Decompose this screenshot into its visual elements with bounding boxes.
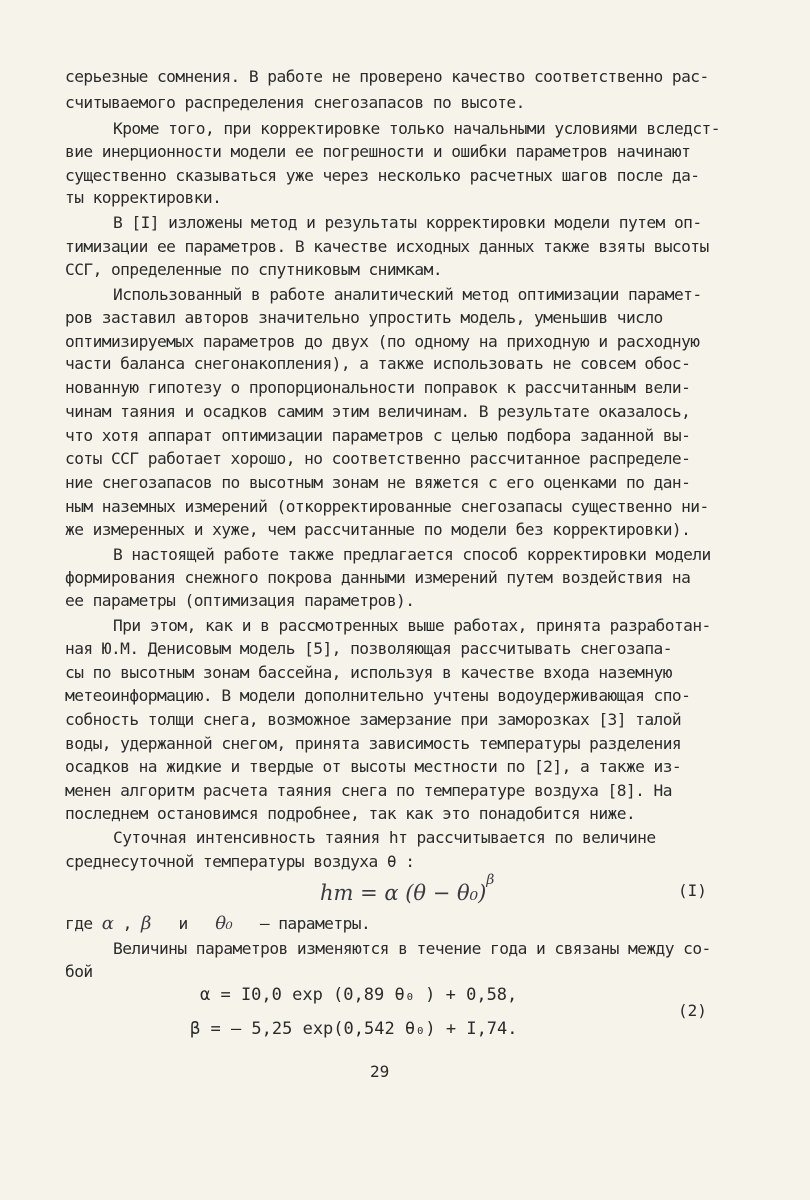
text-line: среднесуточной температуры воздуха θ : xyxy=(65,852,415,871)
formula-1-body: hт = α (θ − θ₀) xyxy=(320,881,487,905)
text-line: оптимизируемых параметров до двух (по одному на приходную и расходную xyxy=(65,332,700,351)
text-line: ты корректировки. xyxy=(65,188,222,207)
alpha-symbol: α xyxy=(101,913,114,934)
text-line: воды, удержанной снегом, принята зависимость температуры разделения xyxy=(65,734,682,753)
text-line: осадков на жидкие и твердые от высоты местности по [2], а также из- xyxy=(65,757,682,776)
text-line: метеоинформацию. В модели дополнительно учтены водоудерживающая спо- xyxy=(65,686,691,705)
text-line: формирования снежного покрова данными измерений путем воздействия на xyxy=(65,568,691,587)
text-line: При этом, как и в рассмотренных выше работах, принята разработан- xyxy=(113,616,711,635)
equation-number-2: (2) xyxy=(678,1001,707,1020)
text-line: ние снегозапасов по высотным зонам не вяжется с его оценками по дан- xyxy=(65,473,691,492)
text-line: сы по высотным зонам бассейна, используя в качестве входа наземную xyxy=(65,663,672,682)
beta-symbol: β xyxy=(141,913,151,934)
text-line: Использованный в работе аналитический метод оптимизации парамет- xyxy=(113,285,702,304)
formula-2-line-2: β = – 5,25 exp(0,542 θ₀) + I,74. xyxy=(190,1019,518,1039)
text-line: ее параметры (оптимизация параметров). xyxy=(65,591,415,610)
text-line: бой xyxy=(65,962,93,981)
text-line: ным наземных измерений (откорректированные снегозапасы существенно ни- xyxy=(65,497,709,516)
text-line: вие инерционности модели ее погрешности и ошибки параметров начинают xyxy=(65,142,691,161)
text-line: чинам таяния и осадков самим этим величинам. В результате оказалось, xyxy=(65,402,691,421)
text-line: Кроме того, при корректировке только начальными условиями вследст- xyxy=(113,119,720,138)
text-line: собность толщи снега, возможное замерзание при заморозках [3] талой xyxy=(65,710,682,729)
text-line: соты ССГ работает хорошо, но соответственно рассчитанное распределе- xyxy=(65,449,691,468)
formula-1 xyxy=(320,872,495,905)
params-and: и xyxy=(178,914,188,933)
text-line: ная Ю.М. Денисовым модель [5], позволяющая рассчитывать снегозапа- xyxy=(65,639,672,658)
text-line: нованную гипотезу о пропорциональности поправок к рассчитанным вели- xyxy=(65,378,691,397)
text-line: В [I] изложены метод и результаты корректировки модели путем оп- xyxy=(113,213,702,232)
equation-number-1: (I) xyxy=(678,881,707,900)
theta0-symbol: θ₀ xyxy=(215,913,233,934)
params-prefix: где xyxy=(65,914,93,933)
params-line xyxy=(65,913,741,935)
text-line: тимизации ее параметров. В качестве исходных данных также взяты высоты xyxy=(65,237,709,256)
text-line: менен алгоритм расчета таяния снега по температуре воздуха [8]. На xyxy=(65,781,672,800)
formula-1-exponent: β xyxy=(486,872,495,888)
text-line: серьезные сомнения. В работе не проверено качество соответственно рас- xyxy=(65,67,709,86)
text-line: последнем остановимся подробнее, так как это понадобится ниже. xyxy=(65,804,636,823)
text-line: части баланса снегонакопления), а также использовать не совсем обос- xyxy=(65,354,691,373)
text-line: что хотя аппарат оптимизации параметров с целью подбора заданной вы- xyxy=(65,426,691,445)
text-line: ССГ, определенные по спутниковым снимкам. xyxy=(65,260,443,279)
text-line: В настоящей работе также предлагается способ корректировки модели xyxy=(113,545,711,564)
params-suffix: – параметры. xyxy=(259,914,371,933)
text-line: ров заставил авторов значительно упростить модель, уменьшив число xyxy=(65,308,663,327)
text-line: же измеренных и хуже, чем рассчитанные по модели без корректировки). xyxy=(65,520,691,539)
formula-2-line-1: α = I0,0 exp (0,89 θ₀ ) + 0,58, xyxy=(200,985,518,1005)
text-line: считываемого распределения снегозапасов по высоте. xyxy=(65,93,525,112)
page-number: 29 xyxy=(370,1062,390,1081)
params-comma: , xyxy=(122,914,132,933)
text-line: Величины параметров изменяются в течение года и связаны между со- xyxy=(113,939,711,958)
text-line: существенно сказываться уже через несколько расчетных шагов после да- xyxy=(65,166,700,185)
text-line: Суточная интенсивность таяния hт рассчитывается по величине xyxy=(113,828,656,847)
